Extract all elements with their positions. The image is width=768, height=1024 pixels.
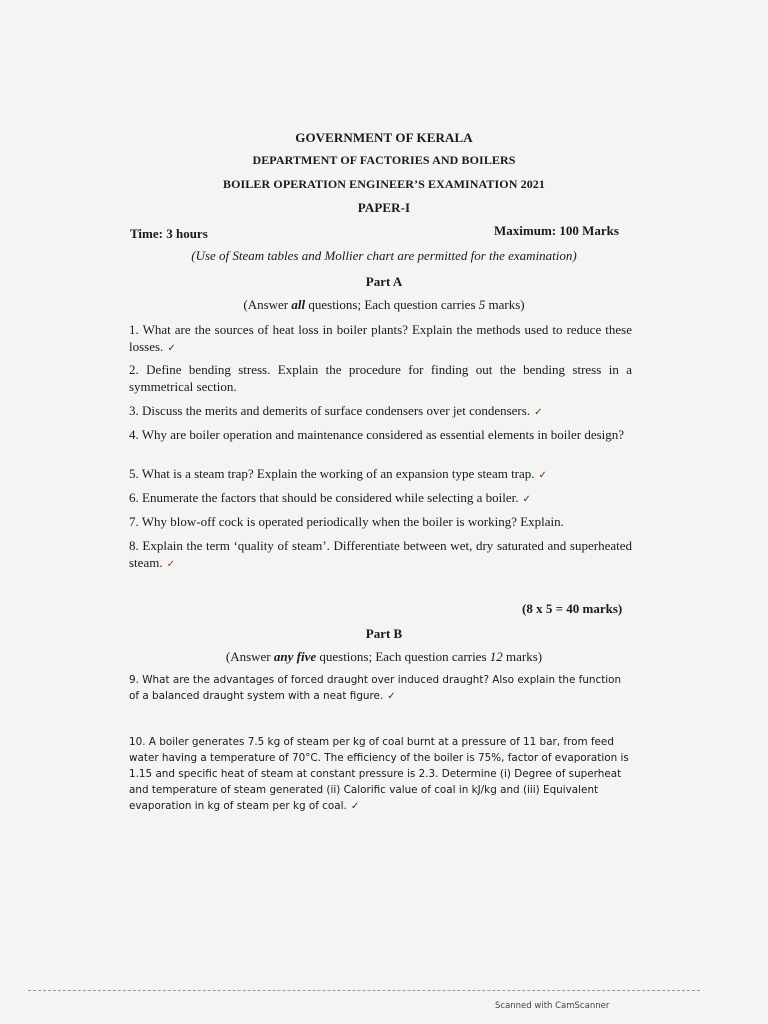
question-text: 3. Discuss the merits and demerits of surface condensers over jet condensers. <box>129 403 531 418</box>
question-1 <box>129 321 632 357</box>
question-3 <box>129 402 632 421</box>
question-text: 7. Why blow-off cock is operated periodically when the boiler is working? Explain. <box>129 514 564 529</box>
question-text: 1. What are the sources of heat loss in boiler plants? Explain the methods used to reduce these losses. <box>129 322 632 354</box>
instr-marks: 5 <box>478 297 486 312</box>
question-4 <box>129 426 632 443</box>
instr-mid: questions; Each question carries <box>305 297 479 312</box>
instr-before: (Answer <box>225 649 274 664</box>
instr-emphasis: all <box>291 297 306 312</box>
instr-after: marks) <box>502 649 543 664</box>
question-8 <box>129 537 632 573</box>
question-9 <box>129 672 629 705</box>
part-b-instructions <box>0 649 768 665</box>
check-mark-icon: ✓ <box>387 691 396 702</box>
question-10 <box>129 734 629 815</box>
header-exam-title: BOILER OPERATION ENGINEER’S EXAMINATION 2021 <box>223 177 545 191</box>
question-text: 5. What is a steam trap? Explain the working of an expansion type steam trap. <box>129 466 535 481</box>
instr-emphasis: any five <box>273 649 317 664</box>
header-paper: PAPER-I <box>357 200 411 215</box>
question-5 <box>129 465 632 484</box>
max-marks-label: Maximum: 100 Marks <box>494 223 619 238</box>
question-text: 4. Why are boiler operation and maintenance considered as essential elements in boiler design? <box>129 427 625 442</box>
part-a-instructions <box>0 297 768 313</box>
question-text: 6. Enumerate the factors that should be considered while selecting a boiler. <box>129 490 519 505</box>
instr-mid: questions; Each question carries <box>316 649 490 664</box>
question-text: 10. A boiler generates 7.5 kg of steam per kg of coal burnt at a pressure of 11 bar, from feed water having a temperature of 70°C. The efficiency of the boiler is 75%, factor of evaporation is 1.15 and specific heat of steam at constant pressure is 2.3. Determine (i) Degree of superheat and temperature of steam generated (ii) Calorific value of coal in kJ/kg and (iii) Equivalent evaporation in kg of steam per kg of coal. <box>129 736 629 812</box>
question-text: 9. What are the advantages of forced draught over induced draught? Also explain the function of a balanced draught system with a neat figure. <box>129 674 622 702</box>
check-mark-icon: ✓ <box>522 494 531 505</box>
part-b-title: Part B <box>365 626 403 641</box>
instr-marks: 12 <box>489 649 503 664</box>
check-mark-icon: ✓ <box>534 407 543 418</box>
question-text: 2. Define bending stress. Explain the procedure for finding out the bending stress in a symmetrical section. <box>129 362 632 394</box>
part-a-title: Part A <box>365 274 403 289</box>
instr-before: (Answer <box>243 297 292 312</box>
scanner-watermark: Scanned with CamScanner <box>495 1001 610 1011</box>
instr-after: marks) <box>485 297 525 312</box>
scan-edge-line <box>28 990 700 991</box>
check-mark-icon: ✓ <box>350 801 360 812</box>
question-6 <box>129 489 632 508</box>
question-2 <box>129 361 632 395</box>
permission-note: (Use of Steam tables and Mollier chart are permitted for the examination) <box>191 248 577 263</box>
question-7 <box>129 513 632 530</box>
header-department: DEPARTMENT OF FACTORIES AND BOILERS <box>252 153 516 167</box>
check-mark-icon: ✓ <box>538 470 547 481</box>
check-mark-icon: ✓ <box>166 559 175 570</box>
part-a-total: (8 x 5 = 40 marks) <box>522 601 623 616</box>
time-label: Time: 3 hours <box>130 226 208 241</box>
check-mark-icon: ✓ <box>167 343 176 354</box>
header-government: GOVERNMENT OF KERALA <box>295 130 473 145</box>
question-text: 8. Explain the term ‘quality of steam’. Differentiate between wet, dry saturated and superheated steam. <box>129 538 632 570</box>
